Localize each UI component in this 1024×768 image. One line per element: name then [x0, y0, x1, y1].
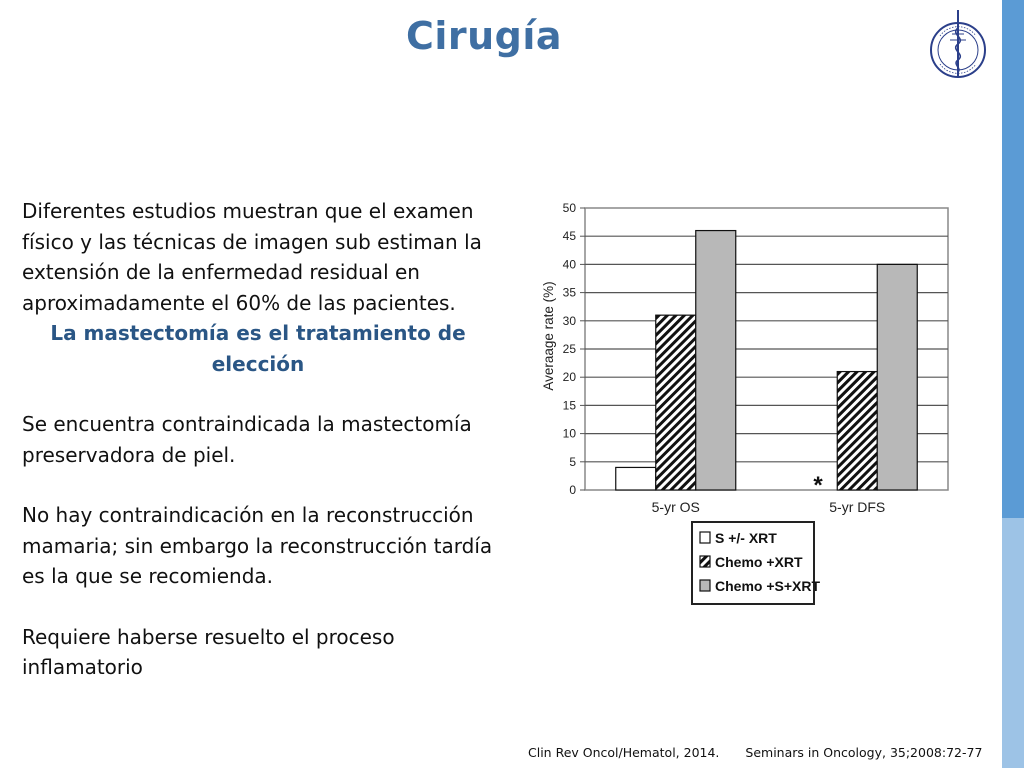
paragraph-residual-disease: Diferentes estudios muestran que el examen físico y las técnicas de imagen sub estiman la extensión de la enfermedad residual en aproximadamente el 60% de las pacientes.: [22, 199, 482, 315]
paragraph-reconstruction: No hay contraindicación en la reconstrucción mamaria; sin embargo la reconstrucción tardía es la que se recomienda.: [22, 503, 493, 588]
y-tick-label: 15: [562, 398, 576, 413]
paragraph-skin-sparing-contraindicated: Se encuentra contraindicada la mastectomía preservadora de piel.: [22, 412, 472, 467]
survival-bar-chart: [530, 196, 960, 616]
institution-logo-icon: [928, 6, 992, 82]
x-tick-label: 5-yr DFS: [829, 499, 886, 515]
y-tick-label: 45: [562, 229, 576, 244]
y-tick-label: 0: [569, 483, 576, 497]
legend-swatch: [700, 532, 710, 543]
y-tick-label: 35: [562, 285, 576, 300]
decorative-side-bar: [1002, 0, 1024, 768]
y-tick-label: 30: [562, 313, 576, 328]
y-tick-label: 20: [562, 370, 576, 385]
bar-gray-0: [696, 231, 736, 490]
legend-label: Chemo +XRT: [715, 554, 803, 570]
legend-swatch: [700, 556, 710, 567]
y-tick-label: 5: [569, 454, 576, 469]
legend-label: Chemo +S+XRT: [715, 578, 821, 594]
y-axis-label: Averaage rate (%): [541, 281, 556, 391]
bar-hatched-1: [837, 372, 877, 490]
chart-legend: [692, 522, 820, 604]
paragraph-mastectomy-highlight: La mastectomía es el tratamiento de elección: [50, 321, 466, 376]
paragraph-inflammatory-process: Requiere haberse resuelto el proceso inflamatorio: [22, 624, 395, 679]
legend-swatch: [700, 580, 710, 591]
body-text-block: [22, 196, 494, 713]
y-tick-label: 10: [562, 426, 576, 441]
slide-title: Cirugía: [405, 14, 563, 58]
reference-1: Clin Rev Oncol/Hematol, 2014.: [528, 745, 720, 760]
y-tick-label: 25: [562, 342, 576, 356]
y-tick-label: 40: [562, 257, 576, 272]
bar-white-0: [616, 467, 656, 490]
y-tick-label: 50: [562, 201, 576, 215]
legend-label: S +/- XRT: [715, 530, 777, 546]
x-tick-label: 5-yr OS: [651, 499, 700, 515]
references-footer: [528, 745, 998, 760]
bar-hatched-0: [656, 315, 696, 490]
bar-gray-1: [877, 264, 917, 490]
significance-asterisk: *: [813, 472, 823, 499]
reference-2: Seminars in Oncology, 35;2008:72-77: [745, 745, 983, 760]
